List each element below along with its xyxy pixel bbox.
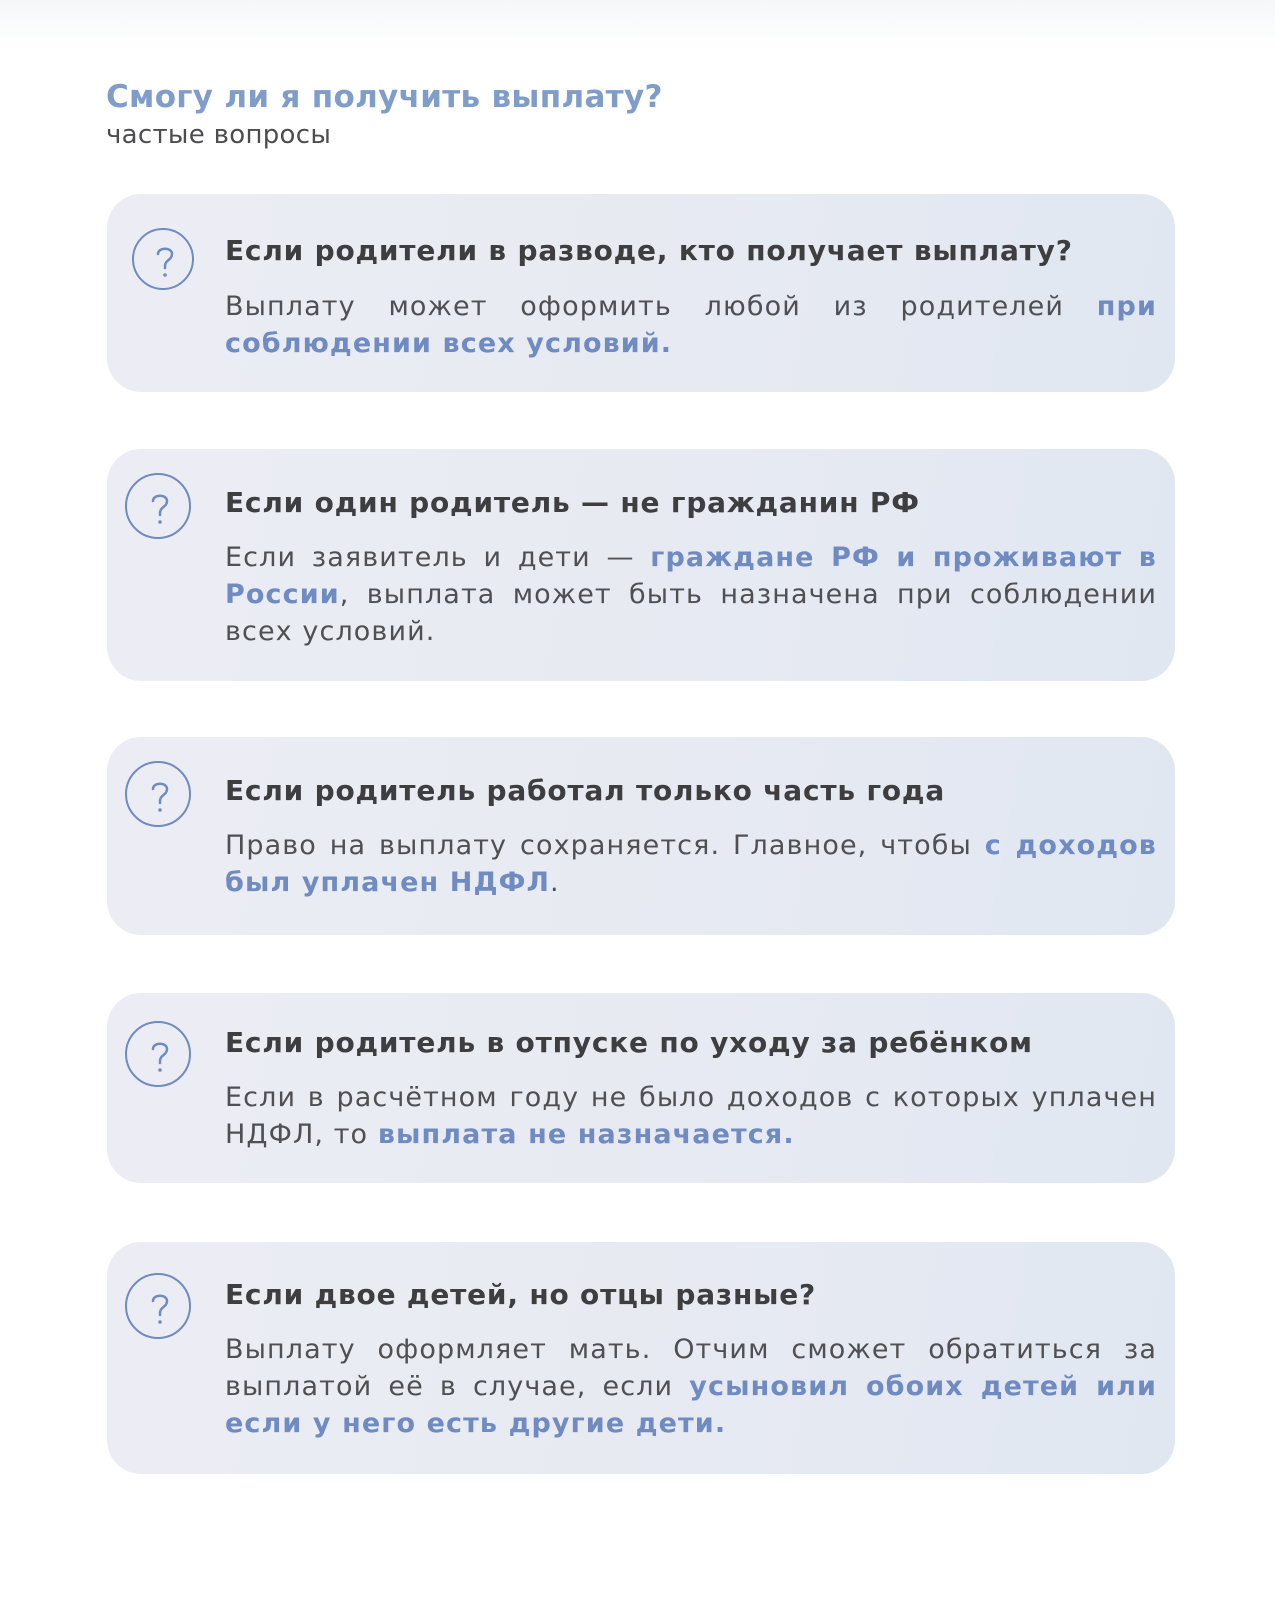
faq-answer [225, 288, 1157, 362]
answer-highlight: выплата не назначается. [377, 1119, 795, 1150]
answer-text: , выплата может быть назначена при соблюдении всех условий. [225, 579, 1157, 647]
question-circle-icon [125, 1021, 191, 1087]
answer-text: Если в расчётном году не было доходов с которых уплачен НДФЛ, то [225, 1082, 1157, 1150]
faq-question: Если двое детей, но отцы разные? [225, 1278, 817, 1311]
answer-text: Выплату может оформить любой из родителей [225, 291, 1097, 322]
faq-question: Если родитель работал только часть года [225, 774, 946, 807]
question-circle-icon [132, 228, 194, 290]
answer-text: Право на выплату сохраняется. Главное, чтобы [225, 830, 985, 861]
faq-card-4 [107, 993, 1175, 1183]
faq-question: Если родители в разводе, кто получает выплату? [225, 234, 1073, 267]
faq-card-3 [107, 737, 1175, 935]
faq-answer [225, 1331, 1157, 1442]
question-circle-icon [125, 1273, 191, 1339]
question-circle-icon [125, 473, 191, 539]
answer-text: Выплату оформляет мать. Отчим сможет обратиться за выплатой её в случае, если [225, 1334, 1157, 1402]
faq-card-5 [107, 1242, 1175, 1474]
answer-highlight: усыновил обоих детей или если у него есть другие дети. [225, 1371, 1158, 1439]
answer-highlight: граждане РФ и проживают в России [225, 542, 1157, 610]
faq-question: Если один родитель — не гражданин РФ [225, 486, 920, 519]
answer-text: . [550, 867, 560, 898]
answer-highlight: с доходов был уплачен НДФЛ [225, 830, 1157, 898]
answer-text: Если заявитель и дети — [225, 542, 651, 573]
question-circle-icon [125, 761, 191, 827]
faq-answer [225, 539, 1157, 650]
faq-card-2 [107, 449, 1175, 681]
faq-answer [225, 1079, 1157, 1153]
top-shade [0, 0, 1275, 50]
page-subtitle: частые вопросы [106, 120, 332, 150]
page-title: Смогу ли я получить выплату? [106, 79, 663, 115]
faq-answer [225, 827, 1157, 901]
answer-highlight: при соблюдении всех условий. [225, 291, 1157, 359]
faq-card-1 [107, 194, 1175, 392]
faq-question: Если родитель в отпуске по уходу за ребёнком [225, 1026, 1033, 1059]
page-header [106, 78, 663, 152]
